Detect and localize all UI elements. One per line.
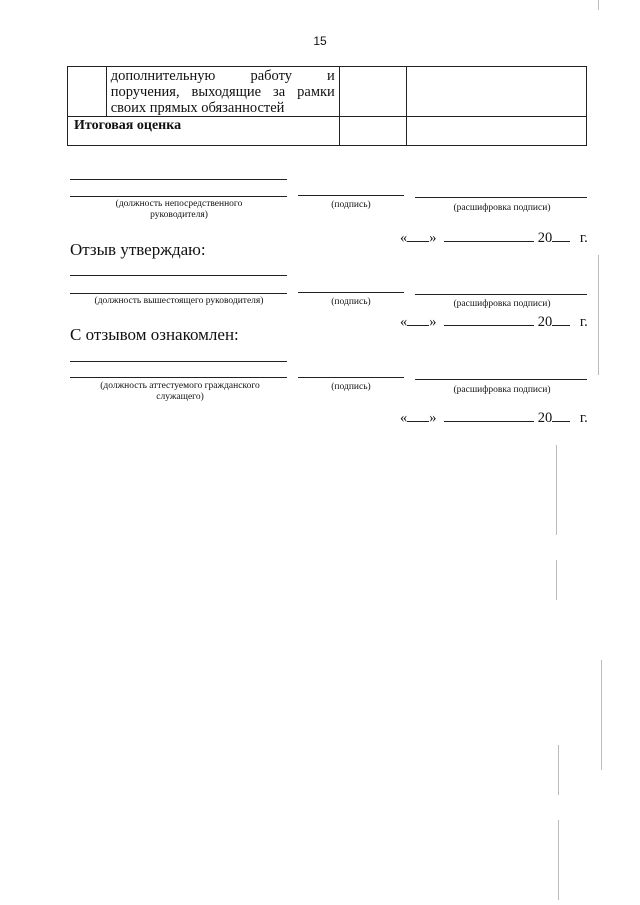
employee-position-line-upper [70,361,287,362]
day-blank-3 [407,409,429,422]
decoding-caption-3: (расшифровка подписи) [453,385,551,395]
date-field-3: « » 20 г. [400,410,588,426]
senior-position-line [70,293,287,294]
decoding-line-2 [415,294,587,295]
signature-line-2 [298,292,404,293]
year-blank [552,229,570,242]
month-blank [444,229,534,242]
immediate-position-caption: (должность непосредственного руководителя) [115,199,243,220]
position-line-upper [70,179,287,180]
day-blank [407,229,429,242]
senior-position-caption: (должность вышестоящего руководителя) [94,296,264,306]
signature-line-3 [298,377,404,378]
table-row-total [68,117,587,146]
scan-edge-line [556,445,557,535]
employee-position-line [70,377,287,378]
page-number: 15 [313,34,327,48]
scan-edge-line [558,820,559,900]
employee-position-caption: (должность аттестуемого гражданского служащего) [100,381,260,402]
total-label: Итоговая оценка [74,118,182,133]
date-field: « » 20 г. [400,230,588,246]
decoding-caption-2: (расшифровка подписи) [453,299,551,309]
table-cell-number [68,67,107,117]
signature-caption: (подпись) [331,200,371,210]
month-blank-2 [444,313,534,326]
signature-line [298,195,404,196]
table-cell-score [339,67,407,117]
acquainted-heading: С отзывом ознакомлен: [70,325,239,344]
table-row [68,67,587,117]
position-line [70,196,287,197]
signature-caption-3: (подпись) [331,382,371,392]
date-field-2: « » 20 г. [400,314,588,330]
total-score-cell [339,117,407,146]
day-blank-2 [407,313,429,326]
decoding-line-3 [415,379,587,380]
scan-edge-line [556,560,557,600]
scan-edge-line [598,0,599,10]
senior-position-line-upper [70,275,287,276]
table-cell-comment [407,67,587,117]
scan-edge-line [598,255,599,375]
evaluation-table [67,66,587,146]
scan-edge-line [558,745,559,795]
table-cell-criterion [106,67,339,117]
criterion-text: дополнительную работу и поручения, выходящие за рамки своих прямых обязанностей [110,68,335,116]
total-comment-cell [407,117,587,146]
year-blank-2 [552,313,570,326]
month-blank-3 [444,409,534,422]
decoding-caption: (расшифровка подписи) [453,203,551,213]
scan-edge-line [601,660,602,770]
approved-heading: Отзыв утверждаю: [70,240,206,259]
decoding-line [415,197,587,198]
year-blank-3 [552,409,570,422]
total-label-cell [68,117,340,146]
signature-caption-2: (подпись) [331,297,371,307]
